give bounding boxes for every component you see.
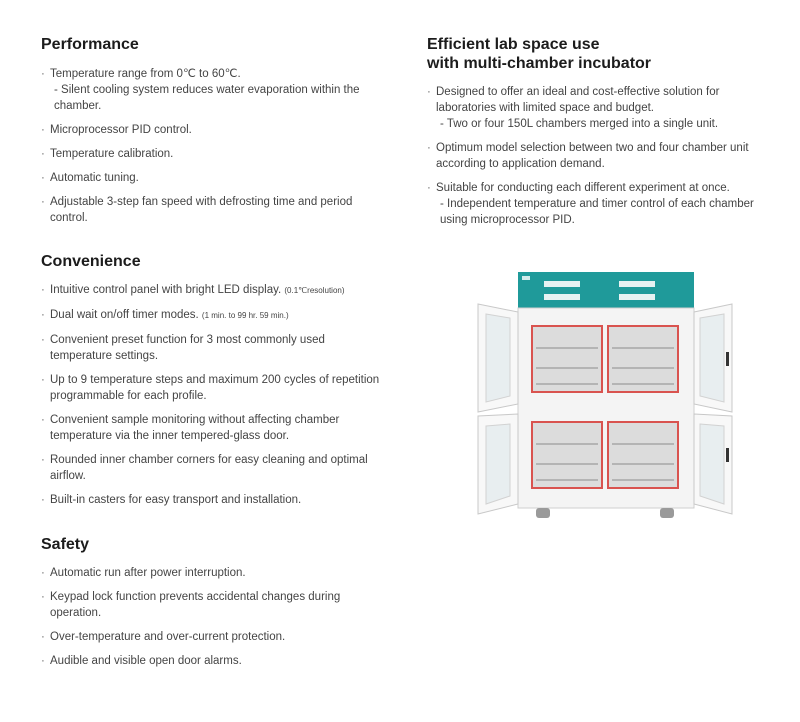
four-chamber-incubator-icon [474, 268, 734, 528]
door-bottom-right [694, 414, 732, 514]
list-item: · Automatic tuning. [41, 170, 381, 186]
caster [536, 508, 550, 518]
door-top-left [478, 304, 518, 412]
list-item: · Suitable for conducting each different experiment at once. - Independent temperature and timer control of each chamber using microprocessor PID. [427, 180, 772, 228]
chamber-bottom-right [608, 422, 678, 488]
list-item: · Optimum model selection between two and four chamber unit according to application demand. [427, 140, 772, 172]
safety-section [41, 535, 381, 677]
list-item: · Built-in casters for easy transport and installation. [41, 492, 381, 508]
convenience-list [41, 282, 381, 508]
incubator-image [474, 268, 734, 528]
list-item: · Audible and visible open door alarms. [41, 653, 381, 669]
convenience-section [41, 252, 381, 516]
list-item: · Over-temperature and over-current protection. [41, 629, 381, 645]
safety-title: Safety [41, 536, 90, 553]
door-top-right [694, 304, 732, 412]
safety-list [41, 565, 381, 669]
list-item: · Convenient sample monitoring without affecting chamber temperature via the inner tempered-glass door. [41, 412, 381, 444]
list-item: · Temperature calibration. [41, 146, 381, 162]
chamber-bottom-left [532, 422, 602, 488]
list-item: · Intuitive control panel with bright LED display. (0.1℃resolution) [41, 282, 381, 299]
chamber-top-right [608, 326, 678, 392]
list-item: · Designed to offer an ideal and cost-effective solution for laboratories with limited space and budget. - Two or four 150L chambers merged into a single unit. [427, 84, 772, 132]
performance-list [41, 66, 381, 226]
list-item: · Dual wait on/off timer modes. (1 min. to 99 hr. 59 min.) [41, 307, 381, 324]
door-bottom-left [478, 414, 518, 514]
list-item: · Adjustable 3-step fan speed with defrosting time and period control. [41, 194, 381, 226]
performance-title: Performance [41, 36, 139, 53]
efficient-section [427, 35, 772, 236]
list-item: · Automatic run after power interruption. [41, 565, 381, 581]
list-item: · Rounded inner chamber corners for easy cleaning and optimal airflow. [41, 452, 381, 484]
control-panel [518, 272, 694, 308]
list-item: · Up to 9 temperature steps and maximum 200 cycles of repetition programmable for each profile. [41, 372, 381, 404]
list-item: · Microprocessor PID control. [41, 122, 381, 138]
efficient-list [427, 84, 772, 228]
chamber-top-left [532, 326, 602, 392]
performance-section [41, 35, 381, 234]
efficient-title-line1: Efficient lab space use [427, 36, 600, 53]
list-item: · Temperature range from 0℃ to 60℃. - Silent cooling system reduces water evaporation within the chamber. [41, 66, 381, 114]
caster [660, 508, 674, 518]
convenience-title: Convenience [41, 253, 141, 270]
efficient-title-line2: with multi-chamber incubator [427, 55, 652, 72]
list-item: · Convenient preset function for 3 most commonly used temperature settings. [41, 332, 381, 364]
list-item: · Keypad lock function prevents accidental changes during operation. [41, 589, 381, 621]
